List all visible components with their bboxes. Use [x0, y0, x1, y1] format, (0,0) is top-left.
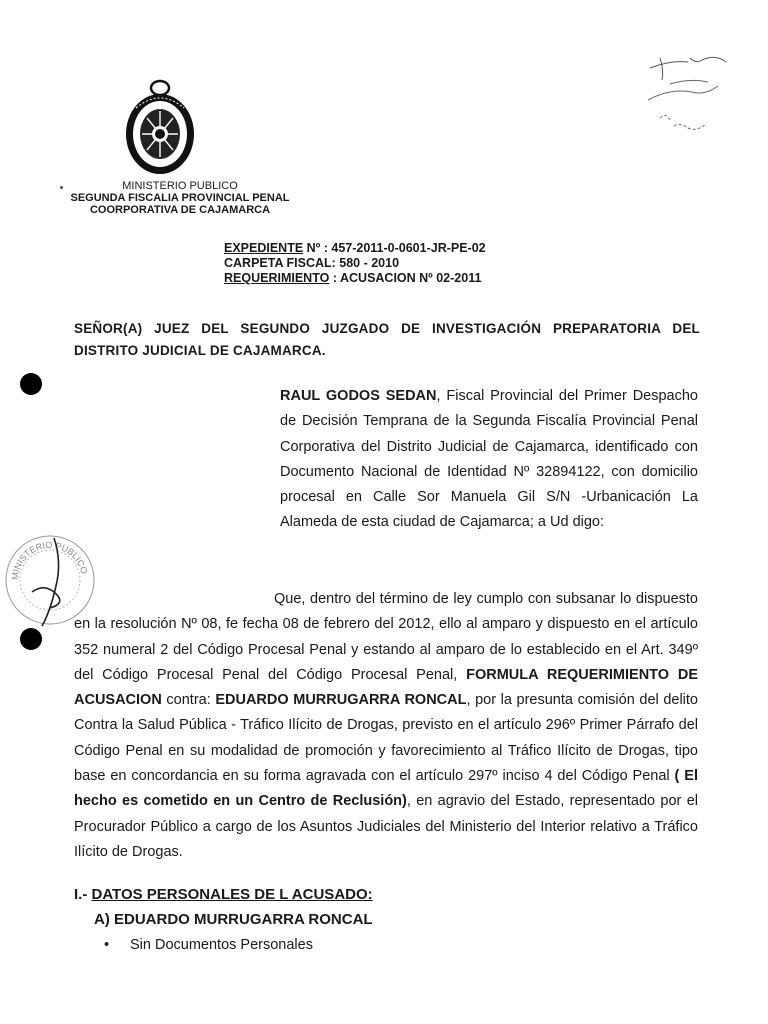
carpeta-line: CARPETA FISCAL: 580 - 2010: [224, 256, 400, 270]
body-text-2: contra:: [161, 692, 216, 709]
requerimiento-label: REQUERIMIENTO: [224, 271, 330, 285]
handwritten-annotation: [630, 40, 740, 150]
case-references: [224, 241, 486, 286]
requerimiento-line: [224, 271, 486, 286]
expediente-value: Nº : 457-2011-0-0601-JR-PE-02: [303, 241, 486, 255]
section-title: DATOS PERSONALES DE L ACUSADO:: [91, 886, 373, 903]
body-text-4: , en agravio del Estado, representado por el Procurador Público a cargo de los Asuntos Judiciales del Ministerio del Interior relativo a Tráfico Ilícito de Drogas.: [74, 793, 698, 860]
body-text-1: Que, dentro del término de ley cumplo con subsanar lo dispuesto en la resolución Nº 08, fe fecha 08 de febrero del 2012, ello al amparo y dispuesto en el artículo 352 numeral 2 del Código Procesal Penal y estando al amparo de lo establecido en el Art. 349º del Código Procesal Penal del Código Procesal Penal,: [74, 591, 698, 683]
section-prefix: I.-: [74, 886, 92, 903]
body-bold-1: FORMULA REQUERIMIENTO DE ACUSACION: [74, 666, 698, 709]
body-bold-3: ( El hecho es cometido en un Centro de Reclusión): [74, 768, 698, 810]
intro-paragraph: [280, 384, 698, 536]
bullet-text: Sin Documentos Personales: [130, 937, 313, 953]
intro-text: , Fiscal Provincial del Primer Despacho de Decisión Temprana de la Segunda Fiscalía Provincial Penal Corporativa del Distrito Judicial de Cajamarca, identificado con Documento Nacional de Identidad Nº 32894122, con domicilio procesal en Calle Sor Manuela Gil S/N -Urbanicación La Alameda de esta ciudad de Cajamarca; a Ud digo:: [280, 388, 698, 531]
institution-line-2: SEGUNDA FISCALIA PROVINCIAL PENAL: [70, 192, 290, 204]
requerimiento-value: : ACUSACION Nº 02-2011: [329, 271, 482, 285]
bullet-symbol: •: [104, 937, 110, 953]
body-text-3: , por la presunta comisión del delito Contra la Salud Pública - Tráfico Ilícito de Drogas, previsto en el artículo 296º Primer Párrafo del Código Penal en su modalidad de promoción y favorecimiento al Tráfico Ilícito de Drogas, tipo base en concordancia en su forma agravada con el artículo 297º inciso 4 del Código Penal: [74, 692, 698, 785]
body-paragraph: [74, 587, 698, 865]
expediente-line: [224, 241, 486, 256]
body-bold-2: EDUARDO MURRUGARRA RONCAL: [215, 692, 467, 709]
addressee: SEÑOR(A) JUEZ DEL SEGUNDO JUZGADO DE INVESTIGACIÓN PREPARATORIA DEL DISTRITO JUDICIAL DE CAJAMARCA.: [74, 321, 700, 358]
institution-line-3: COORPORATIVA DE CAJAMARCA: [89, 204, 271, 216]
expediente-label: EXPEDIENTE: [224, 241, 304, 255]
crest-logo: [118, 78, 202, 178]
prosecutor-name: RAUL GODOS SEDAN: [280, 388, 437, 404]
bullet-item: [104, 937, 313, 953]
punch-hole: [20, 628, 42, 650]
punch-hole: [20, 373, 42, 395]
subsection-heading: A) EDUARDO MURRUGARRA RONCAL: [94, 911, 373, 928]
section-heading: [74, 886, 373, 903]
institution-line-1: MINISTERIO PUBLICO: [122, 180, 238, 192]
seal-text: MINISTERIO PUBLICO: [9, 539, 90, 581]
institution-header: [60, 180, 300, 216]
